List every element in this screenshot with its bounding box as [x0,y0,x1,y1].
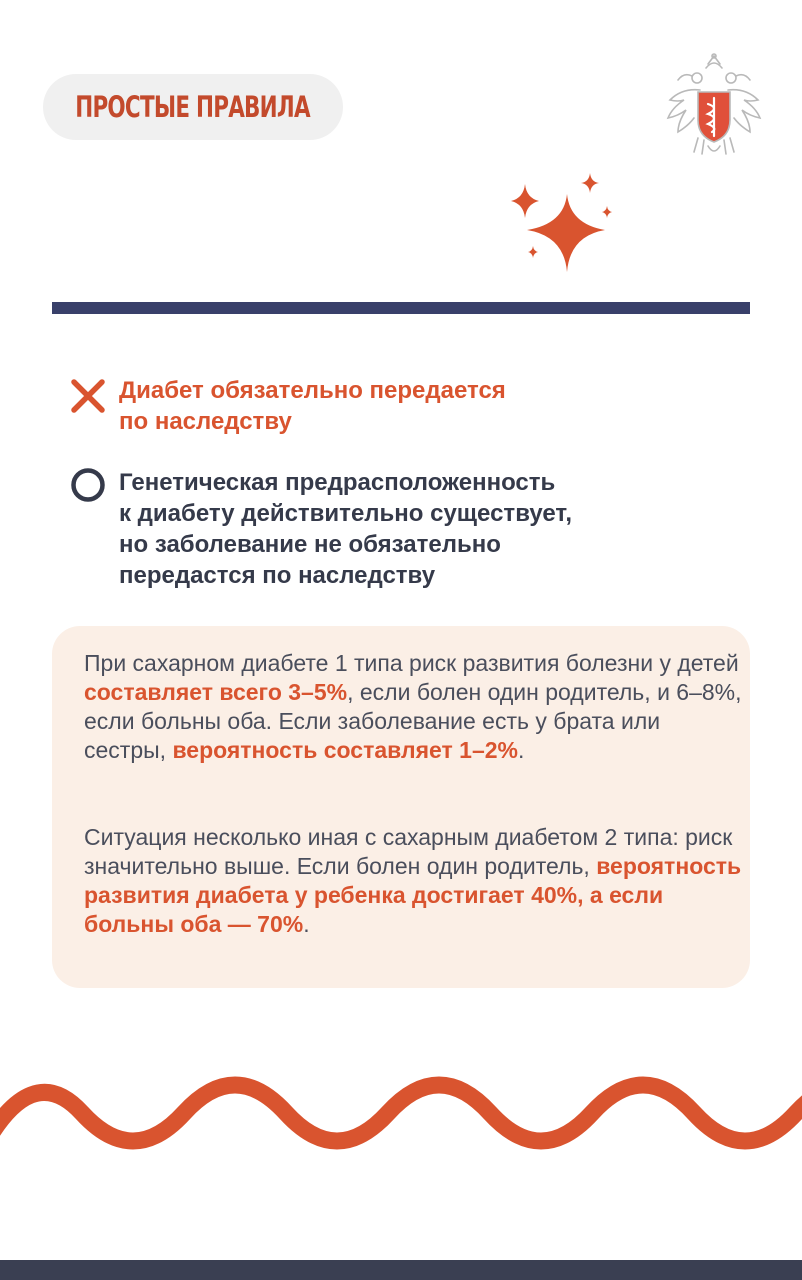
cross-icon [70,378,106,414]
myth-line-1: Диабет обязательно передается [119,377,506,404]
myth-text [119,375,719,437]
decorative-wave [0,1065,802,1175]
circle-icon [70,467,106,503]
info-p1-text-2: , если болен один родитель, и 6–8%, если больны оба. Если заболевание есть у брата или сестры, [84,679,742,763]
fact-text [119,467,719,591]
info-box [52,626,750,988]
header-badge-label: ПРОСТЫЕ ПРАВИЛА [75,90,311,124]
fact-line-1: Генетическая предрасположенность [119,469,556,496]
info-p1-text-3: . [518,737,525,763]
sparkles-icon [505,170,620,275]
info-paragraph-type1 [84,649,744,765]
section-divider [52,302,750,314]
footer-bar [0,1260,802,1280]
info-p1-highlight-1: составляет всего 3–5% [84,679,348,705]
coat-of-arms-icon [664,50,764,160]
info-p1-text-1: При сахарном диабете 1 типа риск развития болезни у детей [84,650,739,676]
fact-line-2: к диабету действительно существует, [119,500,573,527]
info-p1-highlight-2: вероятность составляет 1–2% [172,737,518,763]
header-badge [43,74,343,140]
info-p2-text-1: Ситуация несколько иная с сахарным диабетом 2 типа: риск значительно выше. Если болен один родитель, [84,824,733,879]
info-p2-highlight-1: вероятность развития диабета у ребенка достигает 40%, а если больны оба — 70% [84,853,742,937]
fact-line-3: но заболевание не обязательно [119,531,501,558]
fact-line-4: передастся по наследству [119,562,436,589]
info-p2-text-2: . [303,911,310,937]
info-paragraph-type2 [84,823,744,939]
myth-line-2: по наследству [119,408,292,435]
